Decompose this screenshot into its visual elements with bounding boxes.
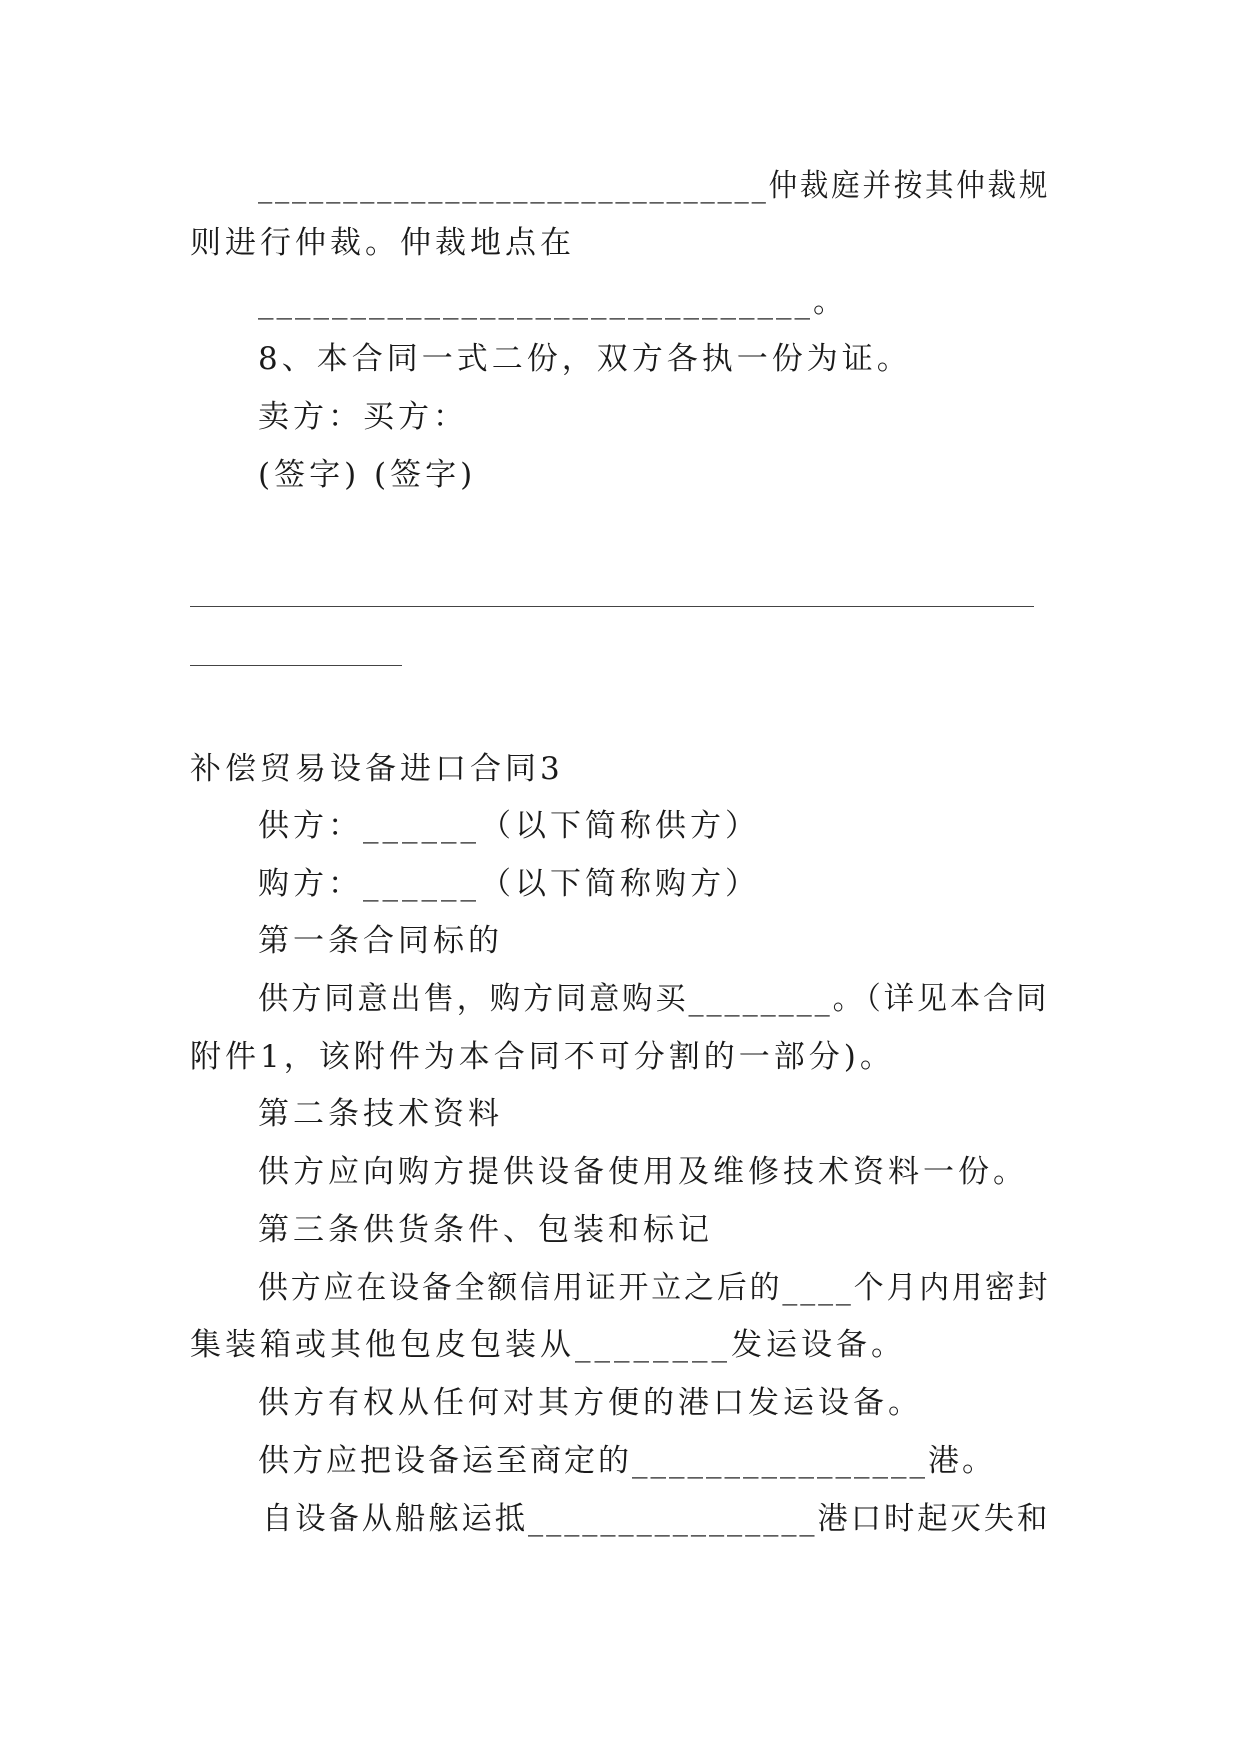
article-2-heading: 第二条技术资料 xyxy=(258,1096,503,1132)
separator-rule-short xyxy=(190,665,402,666)
article-3-text-1: 供方应在设备全额信用证开立之后的____个月内用密封 xyxy=(258,1270,1051,1306)
article-1-heading: 第一条合同标的 xyxy=(258,923,503,959)
seller-buyer-label: 卖方：买方： xyxy=(258,399,468,435)
separator-rule-long xyxy=(190,606,1034,607)
arbitration-line-2: 则进行仲裁。仲裁地点在 xyxy=(190,225,575,261)
contract-title: 补偿贸易设备进口合同3 xyxy=(190,751,564,787)
article-3-text-3: 供方有权从任何对其方便的港口发运设备。 xyxy=(258,1385,923,1421)
buyer-line: 购方：______（以下简称购方） xyxy=(258,866,760,902)
supplier-line: 供方：______（以下简称供方） xyxy=(258,808,760,844)
arbitration-place-line: ______________________________。 xyxy=(258,284,847,320)
signature-label: (签字) (签字) xyxy=(258,457,477,493)
article-3-text-2: 集装箱或其他包皮包装从________发运设备。 xyxy=(190,1327,906,1363)
article-3-text-4: 供方应把设备运至商定的________________港。 xyxy=(258,1443,996,1479)
article-1-text-2: 附件1，该附件为本合同不可分割的一部分)。 xyxy=(190,1039,895,1075)
article-1-text-1: 供方同意出售，购方同意购买________。（详见本合同 xyxy=(258,981,1050,1017)
article-3-heading: 第三条供货条件、包装和标记 xyxy=(258,1212,713,1248)
copies-clause: 8、本合同一式二份，双方各执一份为证。 xyxy=(258,341,912,377)
article-3-text-5: 自设备从船舷运抵________________港口时起灭失和 xyxy=(262,1501,1051,1537)
arbitration-line-1: ______________________________仲裁庭并按其仲裁规 xyxy=(258,168,1051,204)
article-2-text: 供方应向购方提供设备使用及维修技术资料一份。 xyxy=(258,1154,1028,1190)
